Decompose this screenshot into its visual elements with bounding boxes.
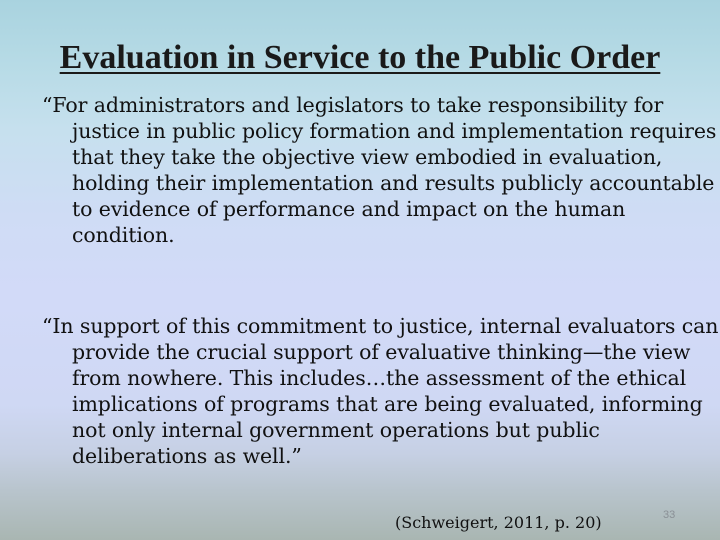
page-number: 33 (663, 509, 676, 521)
quote-paragraph-2: “In support of this commitment to justice, internal evaluators can provide the crucial support of evaluative thinking—the view from nowhere. This includes…the assessment of the ethical implications of programs that are being evaluated, informing not only internal government operations but public deliberations as well.” (42, 314, 719, 468)
slide-title (0, 38, 720, 78)
slide-title-text: Evaluation in Service to the Public Order (59, 39, 661, 76)
quote-paragraph-1: “For administrators and legislators to take responsibility for justice in public policy formation and implementation requires that they take the objective view embodied in evaluation, holding their implementation and results publicly accountable to evidence of performance and impact on the human condition. (42, 93, 717, 247)
citation: (Schweigert, 2011, p. 20) (395, 513, 602, 532)
